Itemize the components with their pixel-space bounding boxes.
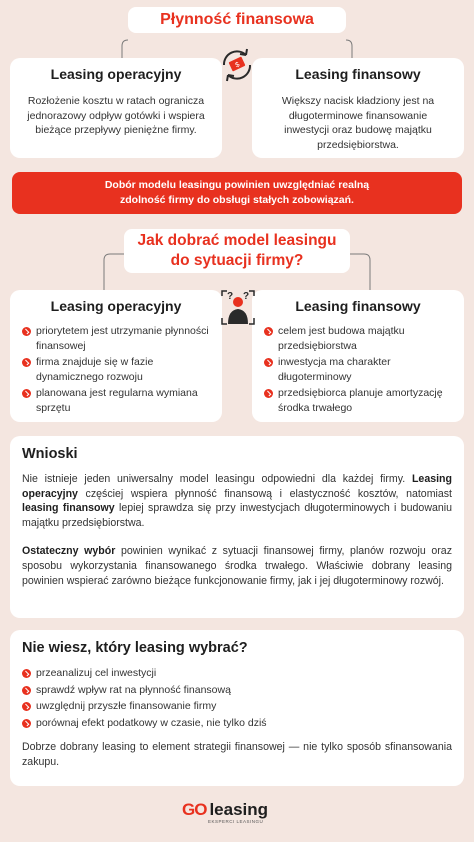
check-icon	[22, 702, 31, 711]
check-icon	[264, 389, 273, 398]
check-icon	[264, 327, 273, 336]
check-icon	[22, 358, 31, 367]
section2-title-line2: do sytuacji firmy?	[170, 252, 304, 269]
logo-go: GO	[182, 800, 207, 819]
svg-text:$: $	[234, 61, 241, 70]
logo-tagline: EKSPERCI LEASINGU	[208, 819, 264, 824]
section1-right-card	[252, 58, 464, 158]
logo-word: leasing	[209, 800, 269, 819]
check-icon	[22, 327, 31, 336]
conclusions-paragraph-2: Ostateczny wybór powinien wynikać z sytuacji finansowej firmy, planów rozwoju oraz sposobu wykorzystania finansowanego środka trwałego. Właściwie dobrany leasing powinien wspierać zarówno bieżące funkcjonowanie firmy, jak i jej długoterminowy rozwój.	[22, 545, 452, 587]
section1-right-text: Większy nacisk kładziony jest na długoterminowe finansowanie inwestycji oraz budowę majątku przedsiębiorstwa.	[281, 95, 435, 151]
money-cycle-icon	[216, 44, 258, 86]
svg-text:?: ?	[243, 291, 250, 302]
list-item: celem jest budowa majątku przedsiębiorstwa	[264, 324, 452, 353]
check-icon	[22, 686, 31, 695]
check-icon	[22, 389, 31, 398]
help-title: Nie wiesz, który leasing wybrać?	[22, 640, 248, 656]
list-item: porównaj efekt podatkowy w czasie, nie tylko dziś	[22, 716, 452, 731]
section2-left-card	[10, 290, 222, 422]
list-item: priorytetem jest utrzymanie płynności finansowej	[22, 324, 210, 353]
svg-text:?: ?	[227, 291, 234, 302]
section1-left-text: Rozłożenie kosztu w ratach ogranicza jednorazowy odpływ gotówki i wspiera bieżące przepływy pieniężne firmy.	[27, 95, 205, 136]
section2-right-card	[252, 290, 464, 422]
help-list	[22, 666, 452, 730]
section2-right-title: Leasing finansowy	[295, 298, 421, 314]
list-item: inwestycja ma charakter długoterminowy	[264, 355, 452, 384]
help-footer-text: Dobrze dobrany leasing to element strategii finansowej — nie tylko sposób sfinansowania zakupu.	[22, 741, 452, 768]
section1-left-title: Leasing operacyjny	[50, 66, 182, 82]
list-item: firma znajduje się w fazie dynamicznego rozwoju	[22, 355, 210, 384]
conclusions-paragraph-1: Nie istnieje jeden uniwersalny model leasingu odpowiedni dla każdej firmy. Leasing operacyjny częściej wspiera płynność finansową i elastyczność kosztów, natomiast leasing finansowy lepiej sprawdza się przy inwestycjach długoterminowych i budowaniu majątku przedsiębiorstwa.	[22, 473, 452, 529]
section1-right-title: Leasing finansowy	[295, 66, 421, 82]
list-item: uwzględnij przyszłe finansowanie firmy	[22, 699, 452, 714]
info-banner	[12, 172, 462, 214]
check-icon	[22, 719, 31, 728]
conclusions-title: Wnioski	[22, 446, 78, 462]
section2-title-line1: Jak dobrać model leasingu	[137, 232, 337, 249]
list-item: przeanalizuj cel inwestycji	[22, 666, 452, 681]
section1-left-card	[10, 58, 222, 158]
info-banner-text: Dobór modelu leasingu powinien uwzględniać realną zdolność firmy do obsługi stałych zobowiązań.	[104, 179, 370, 206]
list-item: sprawdź wpływ rat na płynność finansową	[22, 683, 452, 698]
thinking-person-icon	[218, 288, 258, 328]
brand-logo[interactable]	[182, 800, 292, 830]
conclusions-card	[10, 436, 464, 618]
section2-right-list	[264, 324, 452, 415]
section2-left-list	[22, 324, 210, 415]
check-icon	[264, 358, 273, 367]
help-card	[10, 630, 464, 786]
check-icon	[22, 669, 31, 678]
section2-left-title: Leasing operacyjny	[50, 298, 182, 314]
list-item: przedsiębiorca planuje amortyzację środka trwałego	[264, 386, 452, 415]
section1-title: Płynność finansowa	[160, 11, 314, 28]
list-item: planowana jest regularna wymiana sprzętu	[22, 386, 210, 415]
